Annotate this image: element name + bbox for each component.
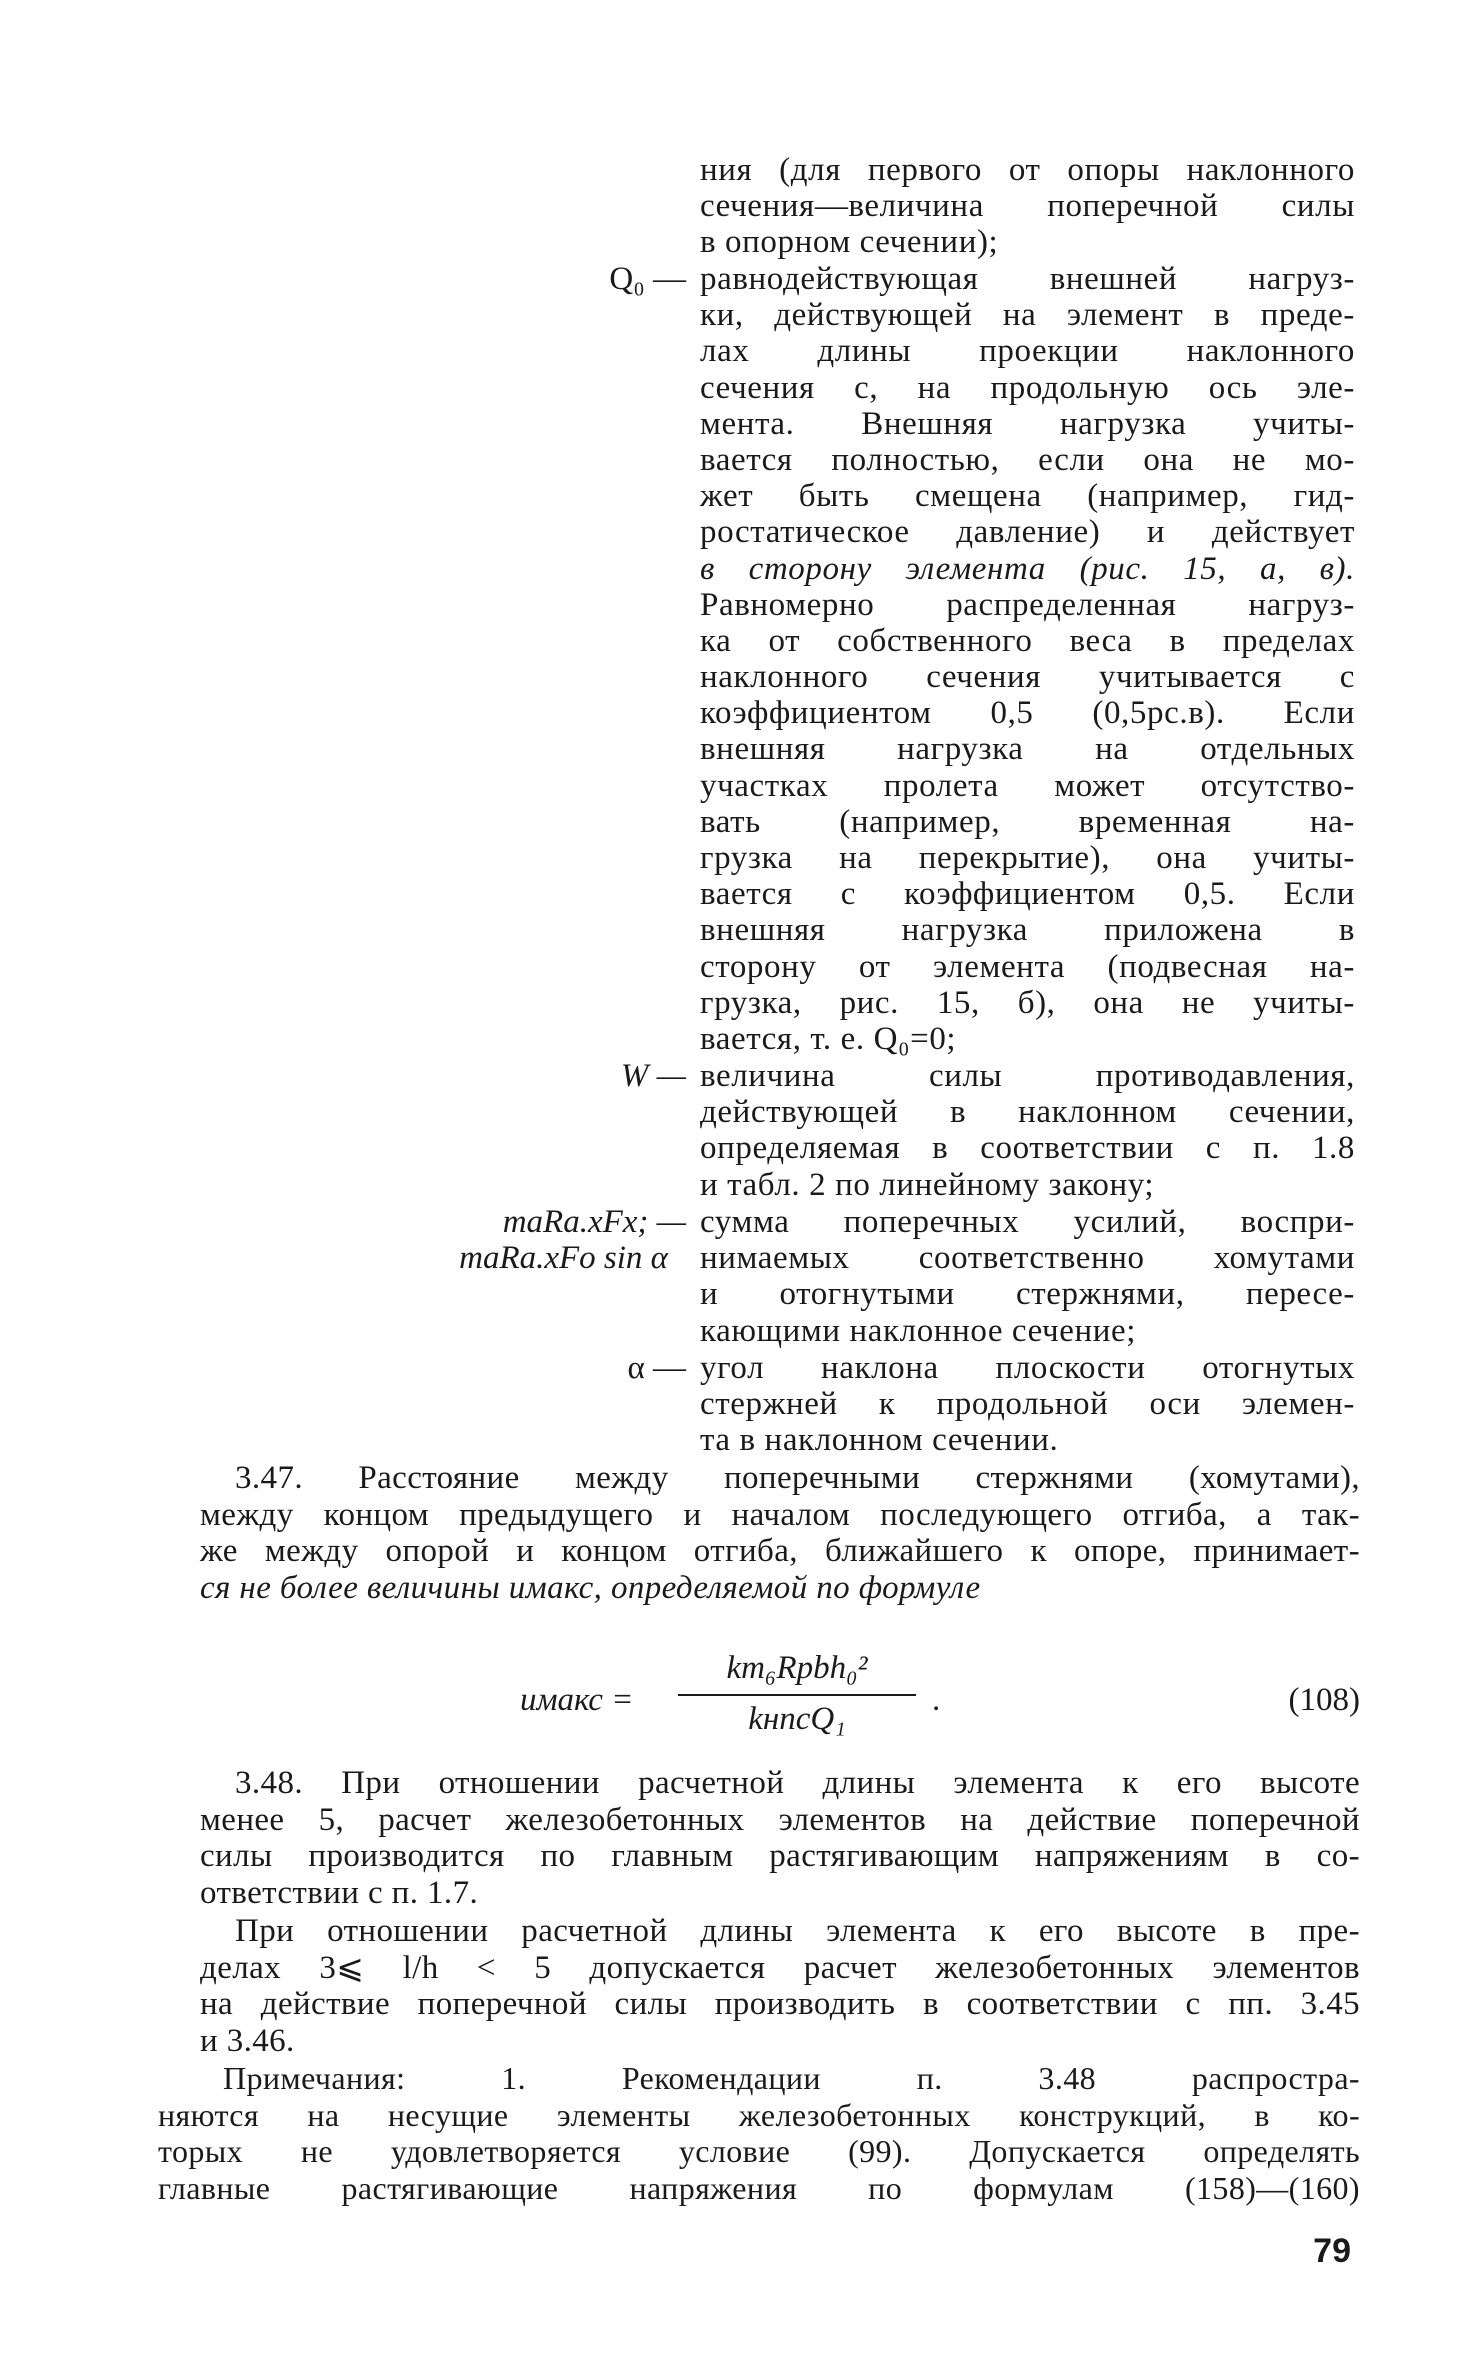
text-line: няются на несущие элементы железобетонных конструкций, в ко-: [158, 2096, 1360, 2133]
text-line: определяемая в соответствии с п. 1.8: [700, 1130, 1355, 1167]
text-line: лах длины проекции наклонного: [700, 333, 1355, 370]
notes-block: [158, 2060, 1360, 2206]
text-line: наклонного сечения учитывается с: [700, 659, 1355, 696]
text-line: та в наклонном сечении.: [700, 1422, 1059, 1459]
text-line: угол наклона плоскости отогнутых: [700, 1350, 1355, 1386]
text-line: ответствии с п. 1.7.: [200, 1874, 479, 1911]
text-line: ния (для первого от опоры наклонного: [700, 152, 1355, 188]
text-line: вается полностью, если она не мо-: [700, 441, 1355, 478]
symbol-ma-fo: maRa.xFo sin α: [459, 1240, 668, 1276]
text-line: сторону от элемента (подвесная на-: [700, 948, 1355, 985]
text-line: действующей в наклонном сечении,: [700, 1094, 1355, 1131]
text-line: величина силы противодавления,: [700, 1058, 1355, 1094]
symbol-w: W —: [620, 1058, 686, 1094]
text-line: ся не более величины uмакс, определяемой по формуле: [200, 1569, 981, 1606]
text-line: Примечания: 1. Рекомендации п. 3.48 распростра-: [223, 2060, 1360, 2096]
text-line: вается, т. е. Q₀=0;: [700, 1020, 957, 1057]
text-line: внешняя нагрузка на отдельных: [700, 731, 1355, 768]
text-line: внешняя нагрузка приложена в: [700, 912, 1355, 949]
equation-number: (108): [1288, 1682, 1360, 1718]
formula-numerator: km₆Rpbh₀²: [726, 1650, 868, 1686]
text-line: в опорном сечении);: [700, 224, 999, 261]
symbol-q0: Q₀ —: [609, 261, 686, 297]
formula-108: [520, 1642, 1360, 1757]
text-line: стержней к продольной оси элемен-: [700, 1386, 1355, 1423]
text-line: равнодействующая внешней нагруз-: [700, 261, 1355, 297]
symbol-alpha: α —: [627, 1350, 686, 1386]
definition-w: [700, 1058, 1355, 1203]
text-line: на действие поперечной силы производить в соответствии с пп. 3.45: [200, 1986, 1360, 2022]
text-line: вается с коэффициентом 0,5. Если: [700, 876, 1355, 913]
text-line: делах 3⩽ l/h < 5 допускается расчет железобетонных элементов: [200, 1949, 1360, 1986]
text-line: При отношении расчетной длины элемента к его высоте в пре-: [235, 1913, 1360, 1949]
formula-dot: .: [932, 1682, 941, 1718]
text-line: и табл. 2 по линейному закону;: [700, 1166, 1155, 1203]
formula-lhs: uмакс =: [520, 1682, 634, 1718]
text-line: вать (например, временная на-: [700, 803, 1355, 840]
text-line: жет быть смещена (например, гид-: [700, 478, 1355, 515]
page-number: 79: [1313, 2232, 1351, 2270]
text-line: главные растягивающие напряжения по формулам (158)—(160): [158, 2169, 1360, 2206]
text-line: в сторону элемента (рис. 15, а, в).: [700, 550, 1355, 587]
text-line: торых не удовлетворяется условие (99). Допускается определять: [158, 2133, 1360, 2169]
text-line: 3.48. При отношении расчетной длины элемента к его высоте: [235, 1765, 1360, 1801]
text-line: силы производится по главным растягивающим напряжениям в со-: [200, 1838, 1360, 1874]
text-line: и 3.46.: [200, 2022, 295, 2059]
text-line: и отогнутыми стержнями, пересе-: [700, 1276, 1355, 1313]
text-line: сумма поперечных усилий, воспри-: [700, 1204, 1355, 1240]
formula-fraction: [672, 1642, 922, 1742]
paragraph-3-48-continued: [200, 1913, 1360, 2059]
text-line: сечения c, на продольную ось эле-: [700, 369, 1355, 406]
text-line: грузка, рис. 15, б), она не учиты-: [700, 984, 1355, 1021]
text-line: же между опорой и концом отгиба, ближайшего к опоре, принимает-: [200, 1533, 1360, 1569]
text-line: кающими наклонное сечение;: [700, 1312, 1136, 1349]
text-line: ростатическое давление) и действует: [700, 514, 1355, 551]
text-line: нимаемых соответственно хомутами: [700, 1240, 1355, 1277]
text-line: мента. Внешняя нагрузка учиты-: [700, 405, 1355, 442]
definition-alpha: [700, 1350, 1355, 1459]
text-line: участках пролета может отсутство-: [700, 767, 1355, 804]
text-line: Равномерно распределенная нагруз-: [700, 586, 1355, 623]
text-line: ка от собственного веса в пределах: [700, 622, 1355, 659]
definition-continuation: [700, 152, 1355, 261]
paragraph-3-48: [200, 1765, 1360, 1911]
text-line: грузка на перекрытие), она учиты-: [700, 840, 1355, 876]
text-line: ки, действующей на элемент в преде-: [700, 297, 1355, 334]
text-line: коэффициентом 0,5 (0,5pс.в). Если: [700, 695, 1355, 732]
formula-denominator: kнncQ₁: [748, 1701, 846, 1737]
text-line: между концом предыдущего и началом последующего отгиба, а так-: [200, 1496, 1360, 1533]
paragraph-3-47: [200, 1460, 1360, 1606]
symbol-ma-fx: maRa.xFx; —: [502, 1204, 686, 1240]
text-line: сечения—величина поперечной силы: [700, 188, 1355, 225]
text-line: 3.47. Расстояние между поперечными стержнями (хомутами),: [235, 1460, 1360, 1496]
definition-ma: [700, 1204, 1355, 1349]
definition-q0: [700, 261, 1355, 1057]
text-line: менее 5, расчет железобетонных элементов на действие поперечной: [200, 1801, 1360, 1838]
